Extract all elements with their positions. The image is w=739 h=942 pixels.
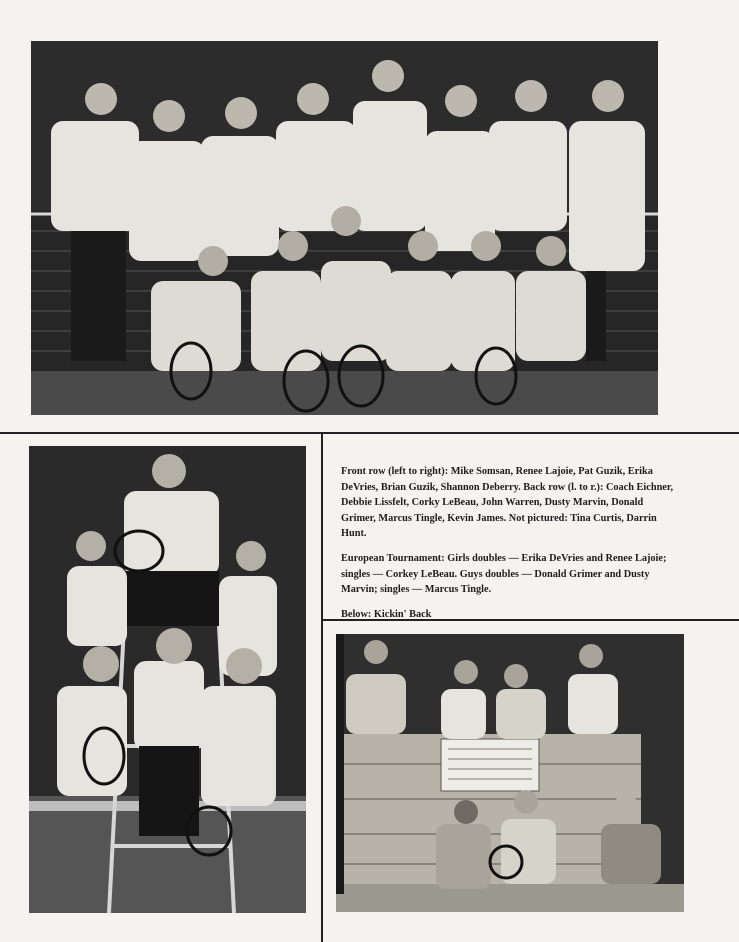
roster-caption: Front row (left to right): Mike Somsan, Renee Lajoie, Pat Guzik, Erika DeVries, Brian Guzik, Shannon Deberry. Back row (l. to r.): Coach Eichner, Debbie Lissfelt, Corky LeBeau, John Warren, Dusty Marvin, Donald Grimer, Marcus Tingle, Kevin James. Not pictured: Tina Curtis, Darrin Hunt. [341, 466, 674, 540]
caption-block [341, 464, 679, 631]
bleachers-photo [336, 634, 684, 912]
horizontal-divider [0, 432, 739, 434]
team-photo [31, 41, 658, 415]
below-caption: Below: Kickin' Back [341, 608, 432, 620]
group-photo [29, 446, 306, 913]
vertical-divider [321, 432, 323, 942]
tournament-caption: European Tournament: Girls doubles — Erika DeVries and Renee Lajoie; singles — Corkey LeBeau. Guys doubles — Donald Grimer and Dusty Marvin; singles — Marcus Tingle. [341, 552, 667, 596]
